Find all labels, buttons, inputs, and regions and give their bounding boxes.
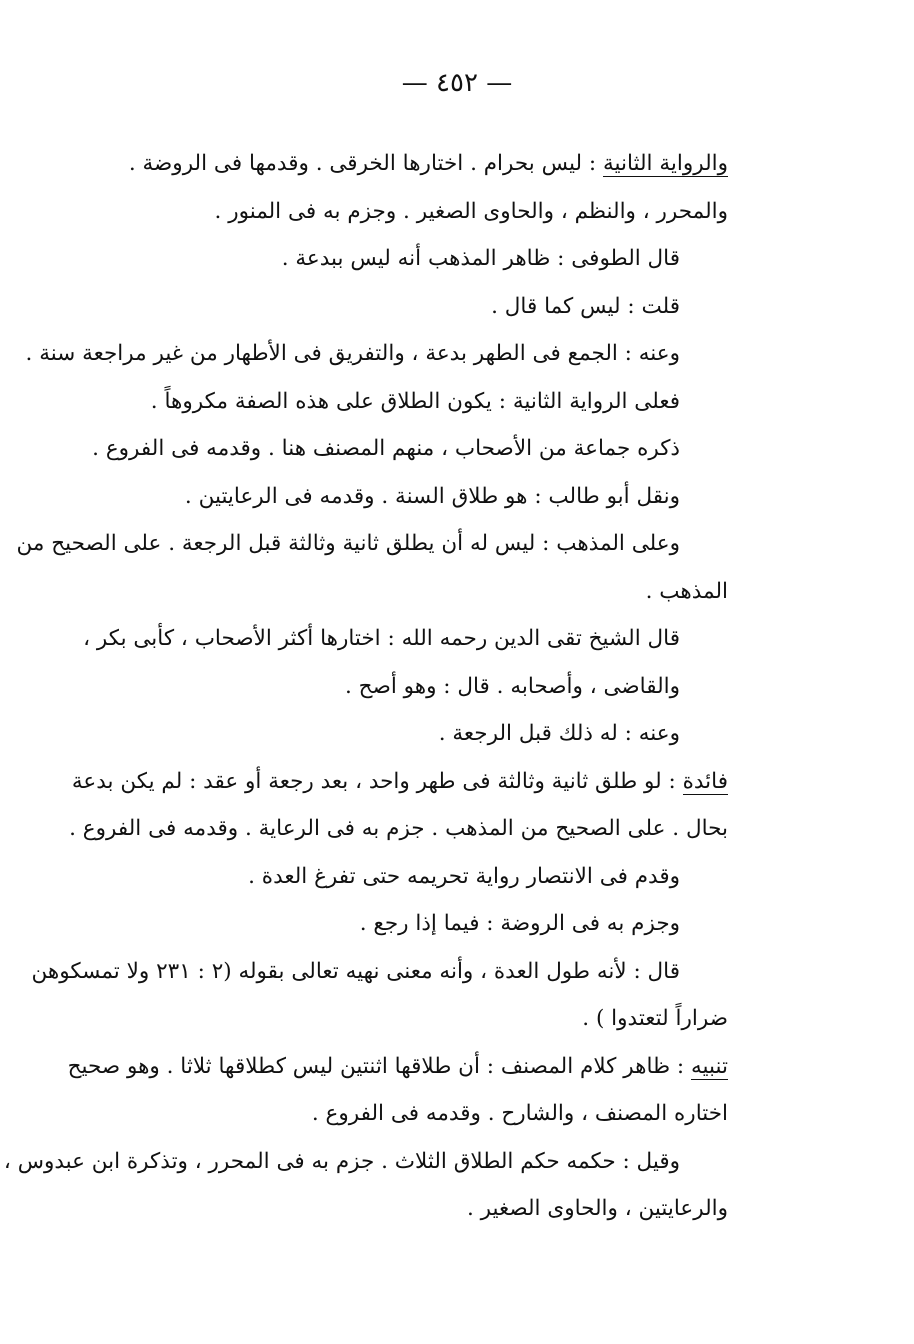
text-line xyxy=(78,568,728,616)
section-lead: فائدة xyxy=(682,768,728,794)
line-text: والرعايتين ، والحاوى الصغير . xyxy=(466,1196,728,1221)
text-line xyxy=(78,283,728,331)
text-line xyxy=(78,710,728,758)
line-text: وقيل : حكمه حكم الطلاق الثلاث . جزم به فى المحرر ، وتذكرة ابن عبدوس ، xyxy=(3,1148,680,1174)
text-line xyxy=(78,188,728,236)
text-line xyxy=(78,1090,728,1138)
line-text: ضراراً لتعتدوا ) . xyxy=(582,1006,728,1031)
text-line xyxy=(67,1043,728,1091)
page-number: — ٤٥٢ — xyxy=(401,68,513,98)
text-line xyxy=(78,378,728,426)
line-text: قال الشيخ تقى الدين رحمه الله : اختارها أكثر الأصحاب ، كأبى بكر ، xyxy=(83,626,680,651)
text-line xyxy=(78,995,728,1043)
line-text: فعلى الرواية الثانية : يكون الطلاق على هذه الصفة مكروهاً . xyxy=(150,388,680,414)
section-lead: والرواية الثانية xyxy=(602,151,728,176)
line-text: قلت : ليس كما قال . xyxy=(491,293,680,319)
line-text: وعنه : له ذلك قبل الرجعة . xyxy=(438,721,680,746)
line-text: اختاره المصنف ، والشارح . وقدمه فى الفروع . xyxy=(311,1101,728,1126)
line-text: والقاضى ، وأصحابه . قال : وهو أصح . xyxy=(345,673,680,699)
text-line xyxy=(78,235,728,283)
section-lead: تنبيه xyxy=(691,1053,728,1079)
line-text: قال : لأنه طول العدة ، وأنه معنى نهيه تعالى بقوله (٢ : ٢٣١ ولا تمسكوهن xyxy=(31,958,680,984)
line-text: وعنه : الجمع فى الطهر بدعة ، والتفريق فى الأطهار من غير مراجعة سنة . xyxy=(25,341,680,366)
line-text: وجزم به فى الروضة : فيما إذا رجع . xyxy=(359,911,680,936)
text-line xyxy=(25,330,728,378)
line-text: المذهب . xyxy=(645,578,728,604)
text-line xyxy=(78,140,728,188)
line-text: ونقل أبو طالب : هو طلاق السنة . وقدمه فى الرعايتين . xyxy=(184,483,680,509)
text-line xyxy=(78,615,728,663)
text-line xyxy=(78,425,728,473)
line-text: وعلى المذهب : ليس له أن يطلق ثانية وثالثة قبل الرجعة . على الصحيح من xyxy=(16,531,680,556)
text-line xyxy=(78,473,728,521)
line-text: ذكره جماعة من الأصحاب ، منهم المصنف هنا . وقدمه فى الفروع . xyxy=(92,436,680,461)
line-text: بحال . على الصحيح من المذهب . جزم به فى الرعاية . وقدمه فى الفروع . xyxy=(69,816,728,841)
text-line xyxy=(31,948,728,996)
body-text xyxy=(3,140,728,1233)
line-text: والمحرر ، والنظم ، والحاوى الصغير . وجزم به فى المنور . xyxy=(214,198,728,224)
line-text: : ظاهر كلام المصنف : أن طلاقها اثنتين ليس كطلاقها ثلاثا . وهو صحيح xyxy=(67,1053,692,1079)
text-line xyxy=(78,900,728,948)
text-line xyxy=(71,758,728,806)
line-text: قال الطوفى : ظاهر المذهب أنه ليس ببدعة . xyxy=(281,246,680,271)
text-line xyxy=(69,805,728,853)
line-text: : لو طلق ثانية وثالثة فى طهر واحد ، بعد رجعة أو عقد : لم يكن بدعة xyxy=(71,768,683,794)
text-line xyxy=(78,1185,728,1233)
text-line xyxy=(78,663,728,711)
line-text: : ليس بحرام . اختارها الخرقى . وقدمها فى الروضة . xyxy=(128,151,603,176)
text-line xyxy=(78,853,728,901)
text-line xyxy=(16,520,728,568)
text-line xyxy=(3,1138,728,1186)
line-text: وقدم فى الانتصار رواية تحريمه حتى تفرغ العدة . xyxy=(248,863,680,889)
